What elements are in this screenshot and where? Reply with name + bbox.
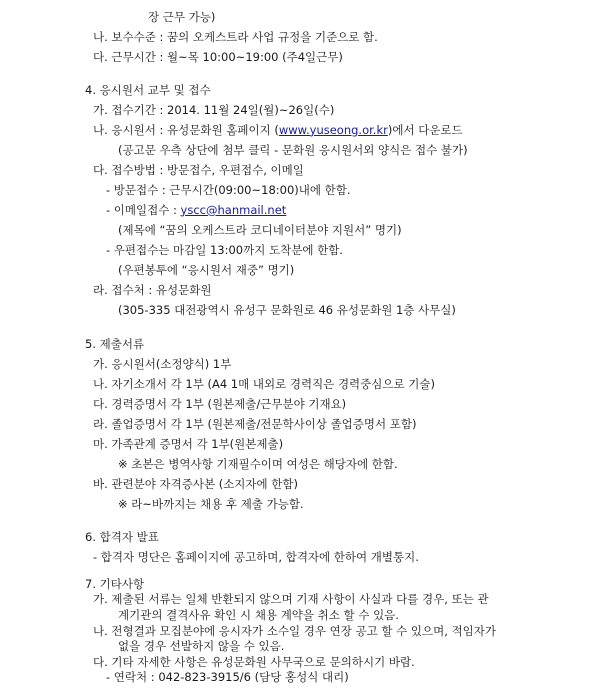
doc-application-form: 가. 응시원서(소정양식) 1부 bbox=[93, 356, 232, 371]
doc-graduation-certificate: 라. 졸업증명서 각 1부 (원본제출/전문학사이상 졸업증명서 포함) bbox=[93, 416, 417, 431]
application-form-label: 나. 응시원서 : 유성문화원 홈페이지 ( bbox=[93, 122, 279, 137]
email-link[interactable]: yscc@hanmail.net bbox=[180, 202, 287, 217]
mail-submission: - 우편접수는 마감일 13:00까지 도착분에 한함. bbox=[106, 242, 343, 257]
other-item-2-continued: 없을 경우 선발하지 않을 수 있음. bbox=[118, 639, 285, 654]
salary-level: 나. 보수수준 : 꿈의 오케스트라 사업 규정을 기준으로 함. bbox=[93, 29, 378, 44]
doc-self-introduction: 나. 자기소개서 각 1부 (A4 1매 내외로 경력직은 경력중심으로 기술) bbox=[93, 376, 435, 391]
other-item-2: 나. 전형결과 모집분야에 응시자가 소수일 경우 연장 공고 할 수 있으며, 적임자가 bbox=[93, 623, 497, 638]
application-form-line bbox=[93, 122, 463, 138]
section-4-heading: 4. 응시원서 교부 및 접수 bbox=[85, 82, 211, 97]
visit-submission: - 방문접수 : 근무시간(09:00~18:00)내에 한함. bbox=[106, 182, 351, 197]
email-submission-label: - 이메일접수 : bbox=[106, 202, 181, 217]
doc-after-hire-note: ※ 라~바까지는 채용 후 제출 가능함. bbox=[118, 496, 304, 511]
other-item-1: 가. 제출된 서류는 일체 반환되지 않으며 기재 사항이 사실과 다를 경우, 또는 관 bbox=[93, 592, 489, 607]
other-item-1-continued: 계기관의 결격사유 확인 시 채용 계약을 취소 할 수 있음. bbox=[118, 608, 399, 622]
section-6-heading: 6. 합격자 발표 bbox=[85, 529, 159, 544]
attachment-note: (공고문 우측 상단에 첨부 클릭 - 문화원 응시원서외 양식은 접수 불가) bbox=[118, 142, 468, 157]
application-form-link-suffix: )에서 bbox=[387, 122, 415, 137]
submission-address: (305-335 대전광역시 유성구 문화원로 46 유성문화원 1층 사무실) bbox=[118, 302, 456, 317]
contact-info: - 연락처 : 042-823-3915/6 (담당 홍성식 대리) bbox=[106, 670, 349, 685]
section-5-heading: 5. 제출서류 bbox=[85, 336, 145, 351]
doc-license-copy: 바. 관련분야 자격증사본 (소지자에 한함) bbox=[93, 476, 298, 491]
email-subject-note: (제목에 “꿈의 오케스트라 코디네이터분야 지원서” 명기) bbox=[118, 222, 402, 237]
mail-envelope-note: (우편봉투에 “응시원서 재중” 명기) bbox=[118, 262, 295, 277]
submission-methods: 다. 접수방법 : 방문접수, 우편접수, 이메일 bbox=[93, 162, 304, 177]
doc-family-certificate: 마. 가족관계 증명서 각 1부(원본제출) bbox=[93, 436, 284, 451]
homepage-link[interactable]: www.yuseong.or.kr bbox=[278, 122, 388, 137]
submission-place: 라. 접수처 : 유성문화원 bbox=[93, 282, 212, 297]
announcement-note: - 합격자 명단은 홈페이지에 공고하며, 합격자에 한하여 개별통지. bbox=[93, 549, 419, 564]
section-7-heading: 7. 기타사항 bbox=[85, 576, 145, 591]
doc-career-certificate: 다. 경력증명서 각 1부 (원본제출/근무분야 기재요) bbox=[93, 396, 347, 411]
email-submission-line bbox=[106, 202, 286, 218]
application-period: 가. 접수기간 : 2014. 11월 24일(월)~26일(수) bbox=[93, 102, 335, 117]
application-form-download: 다운로드 bbox=[414, 122, 463, 137]
other-item-3: 다. 기타 자세한 사항은 유성문화원 사무국으로 문의하시기 바람. bbox=[93, 654, 415, 669]
employment-note-continued: 장 근무 가능) bbox=[148, 9, 216, 24]
doc-resident-note: ※ 초본은 병역사항 기재필수이며 여성은 해당자에 한함. bbox=[118, 456, 398, 471]
working-hours: 다. 근무시간 : 월~목 10:00~19:00 (주4일근무) bbox=[93, 49, 343, 64]
